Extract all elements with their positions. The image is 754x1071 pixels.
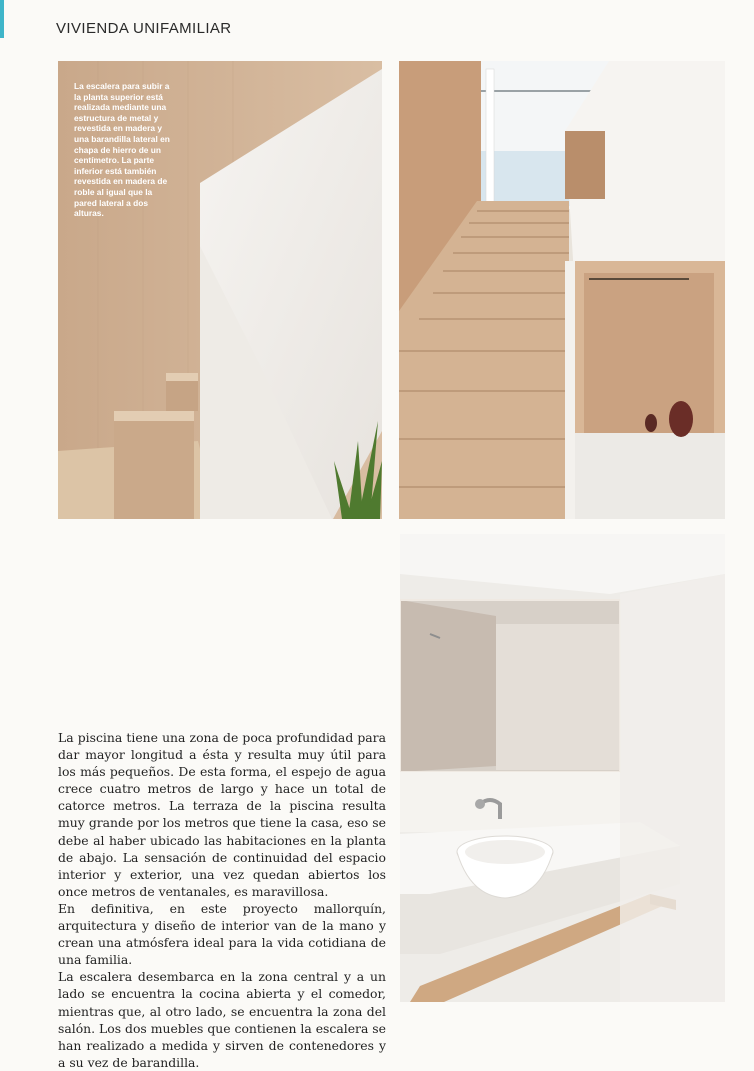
stair-caption: La escalera para subir a la planta superior está realizada mediante una estructura de metal y revestida en madera y una barandilla lateral en chapa de hierro de un centímetro. La parte inferior está también revestida en madera de roble al igual que la pared lateral a dos alturas. [74, 81, 170, 219]
wooden-staircase-illustration [399, 61, 725, 519]
page-edge-tab [0, 0, 4, 38]
article-paragraph: La escalera desembarca en la zona central y a un lado se encuentra la cocina abierta y el comedor, mientras que, al otro lado, se encuentra la zona del salón. Los dos muebles que contienen la escalera se han realizado a medida y sirven de contenedores y a su vez de barandilla. [58, 969, 386, 1070]
article-body [58, 729, 386, 1071]
wooden-staircase-photo [399, 61, 725, 519]
article-paragraph: La piscina tiene una zona de poca profundidad para dar mayor longitud a ésta y resulta muy útil para los más pequeños. De esta forma, el espejo de agua crece cuatro metros de largo y hace un total de catorce metros. La terraza de la piscina resulta muy grande por los metros que tiene la casa, eso se debe al haber ubicado las habitaciones en la planta de abajo. La sensación de continuidad del espacio interior y exterior, una vez quedan abiertos los once metros de ventanales, es maravillosa. [58, 730, 386, 899]
bathroom-photo [400, 534, 725, 1002]
article-paragraph: En definitiva, en este proyecto mallorquín, arquitectura y diseño de interior van de la mano y crean una atmósfera ideal para la vida cotidiana de una familia. [58, 900, 386, 968]
section-title: VIVIENDA UNIFAMILIAR [56, 20, 232, 37]
staircase-photo [58, 61, 382, 519]
bathroom-illustration [400, 534, 725, 1002]
